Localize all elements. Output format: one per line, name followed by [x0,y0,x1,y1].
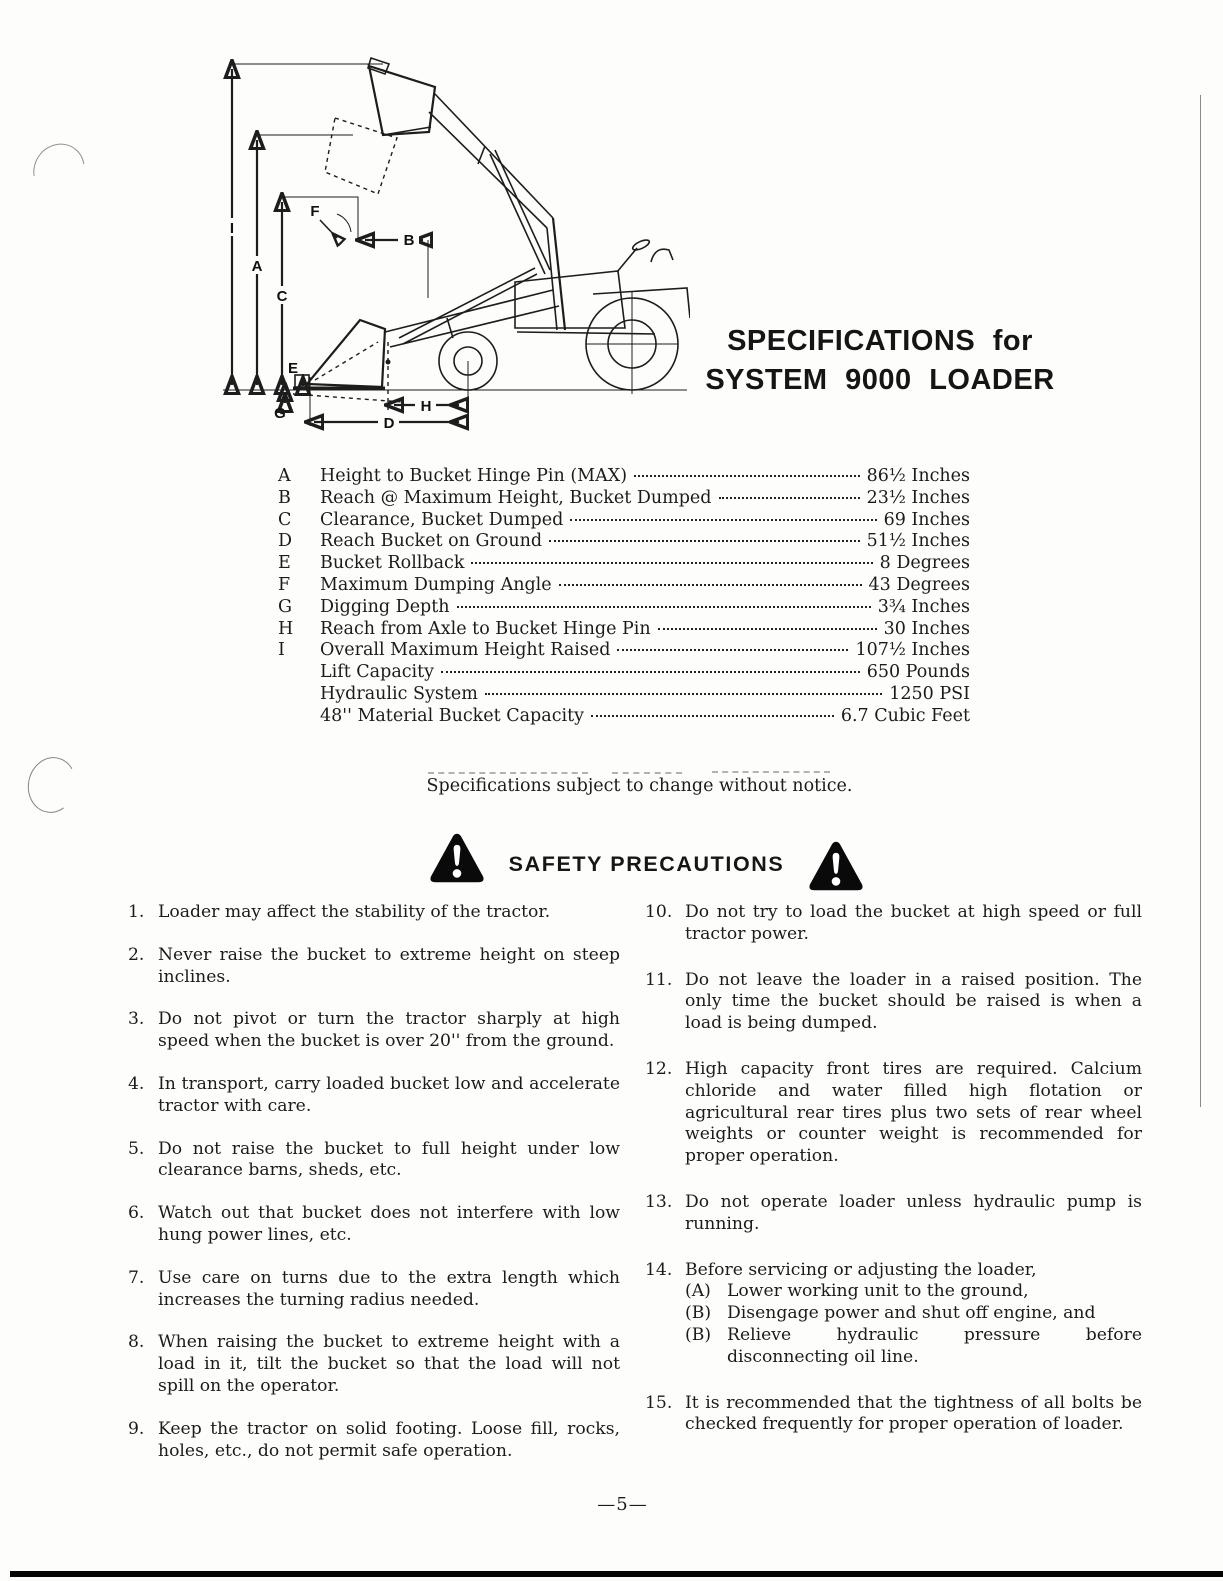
spec-row [278,662,970,684]
dim-label-g: G [274,405,286,422]
safety-item [645,1260,1142,1369]
safety-item [128,1332,620,1397]
spec-value: 86½ Inches [866,466,970,486]
spec-row [278,575,970,597]
dim-label-h: H [420,398,432,415]
spec-key: H [278,618,294,639]
change-notice: Specifications subject to change without notice. [426,776,853,796]
item-text: Never raise the bucket to extreme height on steep inclines. [158,944,620,987]
spec-row [278,510,970,532]
spec-row [278,706,970,728]
dim-label-c: C [276,288,288,305]
spec-label: Lift Capacity [320,662,435,683]
warning-triangle-icon [808,840,864,892]
safety-item [128,1139,620,1183]
spec-label: Reach Bucket on Ground [320,531,543,552]
safety-subitem [685,1281,1142,1303]
safety-item [128,1268,620,1312]
subitem-text: Disengage power and shut off engine, and [727,1303,1096,1324]
item-text: When raising the bucket to extreme height with a load in it, tilt the bucket so that the load will not spill on the operator. [158,1332,620,1396]
item-number: 6. [128,1203,145,1224]
safety-item [128,902,620,924]
spec-key: D [278,531,293,552]
scan-edge-line [1200,95,1201,1107]
item-number: 8. [128,1332,145,1353]
spec-label: Bucket Rollback [320,553,465,574]
spec-label: 48'' Material Bucket Capacity [320,705,585,726]
spec-value: 8 Degrees [879,553,970,574]
item-text: Do not leave the loader in a raised position. The only time the bucket should be raised is when a load is being dumped. [685,969,1142,1034]
item-number: 2. [128,944,145,965]
title-line-1: SPECIFICATIONS for [727,325,1033,357]
scan-dash-artifact [712,771,830,773]
spec-value: 650 Pounds [866,662,970,683]
item-intro: Before servicing or adjusting the loader, [685,1259,1037,1280]
safety-column-right [645,902,1142,1460]
item-number: 15. [645,1392,673,1413]
spec-list [278,466,970,728]
item-number: 9. [128,1418,145,1439]
spec-label: Reach from Axle to Bucket Hinge Pin [320,618,651,639]
page-number: —5— [597,1494,648,1515]
item-text [685,1260,1142,1369]
spec-value: 30 Inches [883,618,970,639]
safety-item [645,1059,1142,1168]
item-text: It is recommended that the tightness of all bolts be checked frequently for proper operation of loader. [685,1392,1142,1435]
item-number: 3. [128,1009,145,1030]
dot-leader [658,628,877,630]
dot-leader [441,671,860,673]
scan-artifact-arc [23,753,82,818]
dot-leader [549,540,860,542]
page-title [690,322,1070,400]
spec-value: 1250 PSI [889,683,970,704]
item-number: 7. [128,1267,145,1288]
dim-label-i: I [229,220,235,237]
spec-value: 43 Degrees [868,574,970,595]
dot-leader [570,519,876,521]
safety-item [128,1203,620,1247]
loader-dimension-diagram [185,42,690,442]
scan-dash-artifact [612,772,682,774]
item-text: Loader may affect the stability of the tractor. [158,902,551,922]
spec-key: A [278,466,291,486]
item-number: 11. [645,969,673,990]
spec-row [278,488,970,510]
spec-value: 69 Inches [883,509,970,530]
dot-leader [719,497,860,499]
safety-item [645,1393,1142,1437]
safety-heading [70,832,1223,884]
dot-leader [559,584,862,586]
dim-label-b: B [403,232,415,249]
spec-key: I [278,640,285,661]
item-number: 13. [645,1191,673,1212]
item-text: High capacity front tires are required. Calcium chloride and water filled high flotation or agricultural rear tires plus two sets of rear wheel weights or counter weight is recommended for proper operation. [685,1058,1142,1167]
spec-value: 6.7 Cubic Feet [840,705,970,726]
spec-key: F [278,574,291,595]
spec-row [278,619,970,641]
dot-leader [471,562,872,564]
dim-label-d: D [383,415,395,432]
item-text: Do not raise the bucket to full height under low clearance barns, sheds, etc. [158,1138,620,1181]
scan-bottom-bar [10,1571,1223,1577]
spec-row [278,684,970,706]
warning-triangle-icon [429,832,485,884]
dim-label-f: F [310,203,320,220]
item-text: Do not pivot or turn the tractor sharply at high speed when the bucket is over 20'' from the ground. [158,1009,620,1052]
spec-key: B [278,487,291,508]
spec-value: 51½ Inches [866,531,970,552]
spec-label: Hydraulic System [320,683,478,704]
spec-label: Overall Maximum Height Raised [320,640,611,661]
subitem-text: Lower working unit to the ground, [727,1281,1029,1302]
item-text: Keep the tractor on solid footing. Loose fill, rocks, holes, etc., do not permit safe operation. [158,1418,620,1461]
spec-label: Clearance, Bucket Dumped [320,509,564,530]
item-number: 4. [128,1073,145,1094]
dim-label-a: A [251,258,263,275]
subitem-tag: (B) [685,1324,712,1345]
spec-value: 3¾ Inches [877,596,970,617]
subitem-tag: (B) [685,1303,712,1324]
safety-heading-text: SAFETY PRECAUTIONS [508,851,785,876]
title-line-2: SYSTEM 9000 LOADER [705,364,1055,396]
dot-leader [634,475,860,477]
item-number: 10. [645,902,673,922]
scan-dash-artifact [428,772,588,774]
dot-leader [617,649,848,651]
item-text: Do not try to load the bucket at high speed or full tractor power. [685,902,1142,944]
item-number: 5. [128,1138,145,1159]
safety-item [645,970,1142,1035]
subitem-text: Relieve hydraulic pressure before disconnecting oil line. [727,1324,1142,1367]
safety-subitem [685,1325,1142,1369]
spec-key: G [278,596,292,617]
item-text: Use care on turns due to the extra length which increases the turning radius needed. [158,1267,620,1310]
spec-key: C [278,509,292,530]
dim-label-e: E [287,360,299,377]
item-number: 1. [128,902,145,922]
item-number: 14. [645,1259,673,1280]
safety-item [645,1192,1142,1236]
spec-value: 107½ Inches [855,640,970,661]
spec-label: Reach @ Maximum Height, Bucket Dumped [320,487,712,508]
safety-item [128,1419,620,1463]
spec-label: Digging Depth [320,596,450,617]
dot-leader [591,715,834,717]
spec-value: 23½ Inches [866,487,970,508]
item-number: 12. [645,1058,673,1079]
item-text: In transport, carry loaded bucket low and accelerate tractor with care. [158,1073,620,1116]
safety-item [128,1074,620,1118]
scan-artifact-arc [23,134,95,207]
spec-label: Height to Bucket Hinge Pin (MAX) [320,466,628,486]
spec-row [278,597,970,619]
subitem-tag: (A) [685,1281,711,1302]
safety-item [128,1009,620,1053]
spec-label: Maximum Dumping Angle [320,574,552,595]
item-text: Do not operate loader unless hydraulic pump is running. [685,1191,1142,1234]
item-text: Watch out that bucket does not interfere with low hung power lines, etc. [158,1203,620,1245]
spec-row [278,466,970,488]
safety-subitem [685,1303,1142,1325]
dot-leader [485,693,882,695]
safety-item [645,902,1142,946]
safety-item [128,945,620,989]
spec-row [278,553,970,575]
safety-column-left [128,902,620,1483]
spec-key: E [278,553,291,574]
spec-row [278,531,970,553]
dot-leader [457,606,871,608]
spec-row [278,640,970,662]
